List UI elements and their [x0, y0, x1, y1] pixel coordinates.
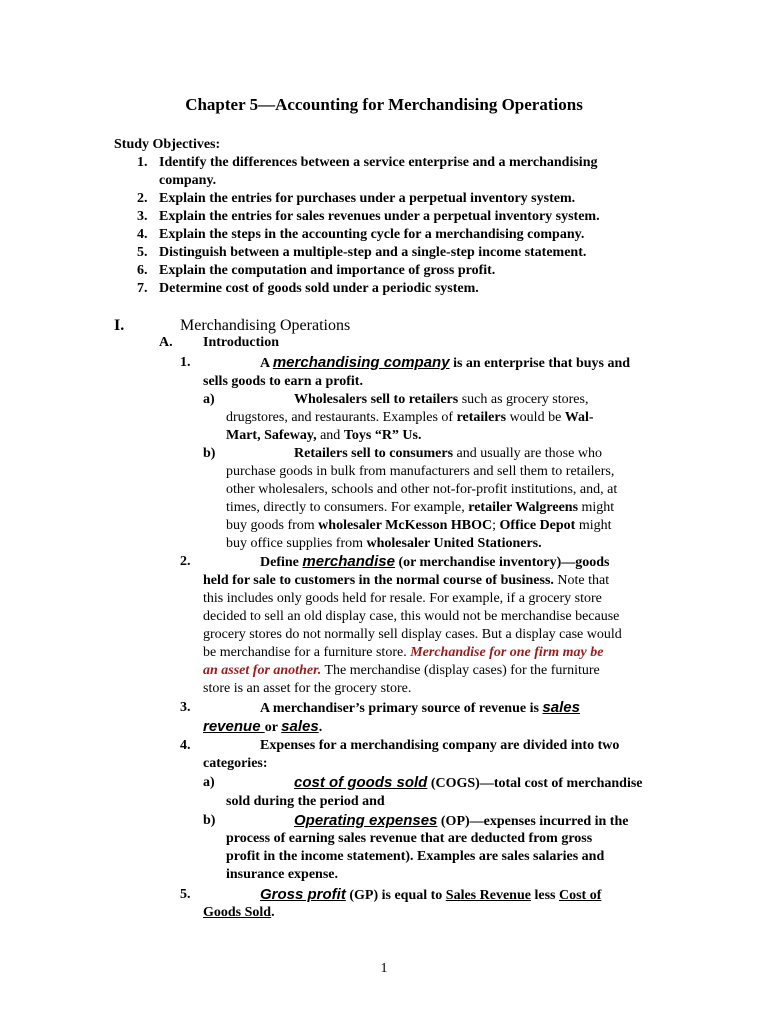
text-run: times, directly to consumers. For example, [226, 500, 469, 515]
paragraph-line [203, 662, 600, 680]
text-run: might [578, 500, 615, 515]
objective-text: Explain the computation and importance of gross profit. [159, 263, 496, 278]
paragraph-line [203, 644, 603, 662]
text-run: might [575, 518, 612, 533]
objective-number: 7. [137, 281, 148, 296]
text-run: ; [492, 518, 500, 533]
objective-text: Identify the differences between a service enterprise and a merchandising [159, 155, 598, 170]
text-run: A merchandiser’s primary source of revenue is [260, 701, 543, 716]
text-run: Cost of [558, 888, 602, 903]
subsection-number: A. [159, 335, 173, 350]
objectives-heading: Study Objectives: [114, 137, 221, 152]
objective-number: 1. [137, 155, 148, 170]
text-run: (or merchandise inventory)—goods [394, 555, 610, 570]
paragraph-line: this includes only goods held for resale. For example, if a grocery store [203, 591, 602, 606]
text-run: Wal- [564, 410, 594, 425]
paragraph-line: store is an asset for the grocery store. [203, 681, 412, 696]
text-run: Wholesalers sell to retailers [294, 392, 459, 407]
paragraph-line: other wholesalers, schools and other not-for-profit institutions, and, at [226, 482, 618, 497]
text-run: is an enterprise that buys and [449, 356, 631, 371]
paragraph-line: decided to sell an old display case, this would not be merchandise because [203, 609, 620, 624]
objective-number: 2. [137, 191, 148, 206]
text-run: Note that [553, 573, 610, 588]
paragraph-line: Expenses for a merchandising company are divided into two [260, 738, 620, 753]
text-run: retailer Walgreens [468, 500, 579, 515]
text-run: Office Depot [499, 518, 576, 533]
highlight-text: an asset for another. [203, 663, 322, 678]
text-run: be merchandise for a furniture store. [203, 645, 411, 660]
paragraph-line: process of earning sales revenue that are deducted from gross [226, 831, 593, 846]
objective-text: Explain the steps in the accounting cycle for a merchandising company. [159, 227, 585, 242]
key-term: Operating expenses [294, 812, 438, 829]
paragraph-line [260, 354, 630, 373]
key-term: revenue [203, 718, 265, 735]
item-letter: b) [203, 446, 216, 461]
paragraph-line [226, 409, 594, 427]
section-number: I. [114, 317, 125, 334]
text-run: . [318, 720, 323, 735]
item-letter: a) [203, 775, 215, 790]
text-run: The merchandise (display cases) for the furniture [321, 663, 600, 678]
text-run: less [530, 888, 559, 903]
text-run: drugstores, and restaurants. Examples of [226, 410, 457, 425]
text-run: buy goods from [226, 518, 319, 533]
highlight-text: Merchandise for one firm may be [410, 645, 604, 660]
text-run: such as grocery stores, [458, 392, 589, 407]
paragraph-line: insurance expense. [226, 867, 338, 882]
paragraph-line [294, 812, 628, 831]
objective-number: 5. [137, 245, 148, 260]
key-term: cost of goods sold [294, 774, 428, 791]
item-number: 1. [180, 355, 191, 370]
text-run: Retailers sell to consumers [294, 446, 454, 461]
paragraph-line: sold during the period and [226, 794, 385, 809]
paragraph-line [203, 904, 275, 922]
page-number: 1 [380, 961, 388, 976]
key-term: merchandise [302, 553, 395, 570]
paragraph-line: purchase goods in bulk from manufacturers and sell them to retailers, [226, 464, 615, 479]
item-number: 4. [180, 738, 191, 753]
text-run: Goods Sold [203, 905, 272, 920]
paragraph-line [203, 718, 322, 737]
paragraph-line: sells goods to earn a profit. [203, 374, 363, 389]
text-run: (COGS)—total cost of merchandise [427, 776, 643, 791]
paragraph-line [260, 699, 580, 718]
paragraph-line [294, 391, 588, 409]
paragraph-line: profit in the income statement). Examples are sales salaries and [226, 849, 605, 864]
item-number: 3. [180, 700, 191, 715]
text-run: Define [260, 555, 303, 570]
item-letter: a) [203, 392, 215, 407]
item-number: 5. [180, 887, 191, 902]
text-run: would be [506, 410, 565, 425]
item-number: 2. [180, 554, 191, 569]
paragraph-line [226, 499, 614, 517]
text-run: and usually are those who [453, 446, 602, 461]
text-run: (OP)—expenses incurred in the [437, 814, 629, 829]
objective-text: Explain the entries for purchases under a perpetual inventory system. [159, 191, 576, 206]
paragraph-line [226, 427, 421, 445]
section-title: Merchandising Operations [180, 317, 351, 334]
text-run: or [264, 720, 282, 735]
text-run: wholesaler United Stationers. [366, 536, 542, 551]
key-term: Gross profit [260, 886, 346, 903]
text-run: (GP) is equal to [345, 888, 446, 903]
text-run: wholesaler McKesson HBOC [318, 518, 493, 533]
key-term: sales [542, 699, 580, 716]
objective-text: Explain the entries for sales revenues under a perpetual inventory system. [159, 209, 600, 224]
paragraph-line: grocery stores do not normally sell display cases. But a display case would [203, 627, 622, 642]
text-run: A [260, 356, 273, 371]
paragraph-line [226, 535, 542, 553]
paragraph-line [203, 572, 609, 590]
subsection-title: Introduction [203, 335, 279, 350]
paragraph-line [294, 774, 643, 793]
objective-text: Distinguish between a multiple-step and a single-step income statement. [159, 245, 587, 260]
objective-text: company. [159, 173, 217, 188]
paragraph-line [294, 445, 602, 463]
text-run: buy office supplies from [226, 536, 367, 551]
paragraph-line: categories: [203, 756, 268, 771]
paragraph-line [260, 886, 601, 905]
text-run: Sales Revenue [445, 888, 531, 903]
text-run: held for sale to customers in the normal course of business. [203, 573, 554, 588]
text-run: and [316, 428, 344, 443]
objective-number: 3. [137, 209, 148, 224]
text-run: . [271, 905, 275, 920]
paragraph-line [260, 553, 609, 572]
page-title: Chapter 5—Accounting for Merchandising Operations [185, 95, 583, 114]
text-run: retailers [456, 410, 507, 425]
text-run: Toys “R” Us. [343, 428, 422, 443]
key-term: merchandising company [272, 354, 450, 371]
objective-number: 6. [137, 263, 148, 278]
objective-number: 4. [137, 227, 148, 242]
text-run: Mart, Safeway, [226, 428, 317, 443]
key-term: sales [281, 718, 319, 735]
paragraph-line [226, 517, 612, 535]
item-letter: b) [203, 813, 216, 828]
objective-text: Determine cost of goods sold under a periodic system. [159, 281, 479, 296]
